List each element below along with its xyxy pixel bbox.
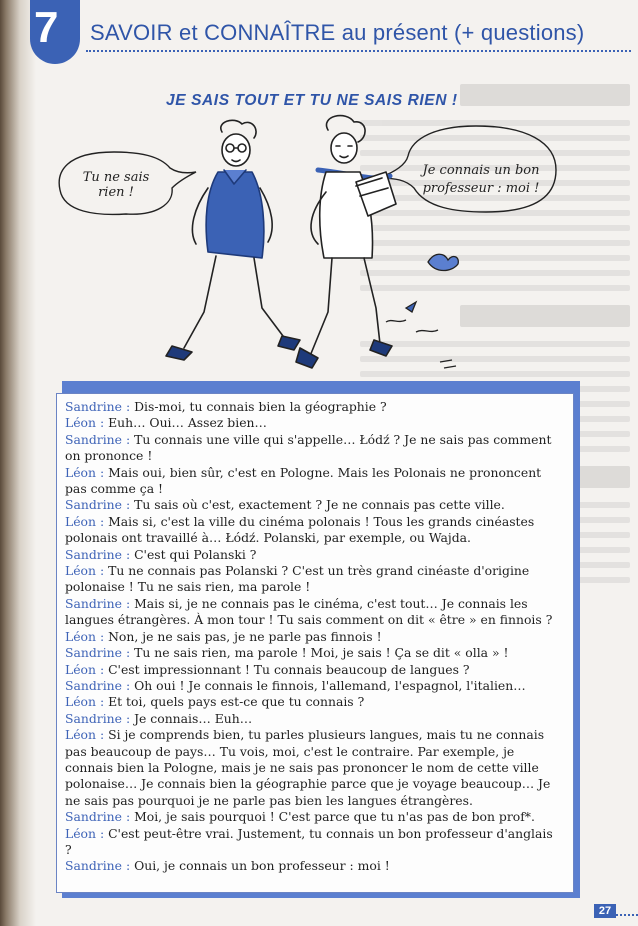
- right-bubble-line: professeur : moi !: [422, 181, 540, 196]
- dialogue-line: Sandrine : Tu connais une ville qui s'appelle… Łódź ? Je ne sais pas comment on prononce !: [65, 431, 552, 464]
- dialogue-line: Sandrine : Dis-moi, tu connais bien la géographie ?: [65, 399, 387, 414]
- dialogue-line: Sandrine : Tu sais où c'est, exactement ? Je ne connais pas cette ville.: [65, 497, 505, 513]
- dialogue-line: Sandrine : Moi, je sais pourquoi ! C'est parce que tu n'as pas de bon prof*.: [65, 809, 535, 825]
- dialogue-line: Léon : Tu ne connais pas Polanski ? C'est un très grand cinéaste d'origine polonaise ! Tu ne sais rien, ma parole !: [65, 563, 530, 595]
- leon-figure: [166, 120, 300, 360]
- dialogue-line: Léon : Mais oui, bien sûr, c'est en Pologne. Mais les Polonais ne prononcent pas comme ça !: [65, 464, 542, 497]
- page-title: SAVOIR et CONNAÎTRE au présent (+ questions): [90, 20, 585, 45]
- dialogue-line: Sandrine : Oh oui ! Je connais le finnois, l'allemand, l'espagnol, l'italien…: [65, 677, 526, 693]
- dialogue-line: Sandrine : Oui, je connais un bon professeur : moi !: [65, 858, 390, 874]
- page-binding: [0, 0, 36, 926]
- unit-number-badge: 7: [30, 0, 80, 64]
- subtitle: JE SAIS TOUT ET TU NE SAIS RIEN !: [166, 92, 458, 109]
- dialogue-line: Sandrine : Tu ne sais rien, ma parole ! Moi, je sais ! Ça se dit « olla » !: [65, 645, 509, 661]
- title-underline: [86, 50, 631, 52]
- dialogue-line: Léon : Si je comprends bien, tu parles plusieurs langues, mais tu ne connais pas beaucoup de pays… Tu vois, moi, c'est le contraire. Par exemple, je connais bien la Pologne, mais je ne sais pas prononcer le nom de cette ville polonaise… Je connais bien la géographie parce que je voyage beaucoup… Je ne sais pas pourquoi je ne parle pas bien les langues étrangères.: [65, 727, 551, 808]
- dialogue-line: Léon : C'est impressionnant ! Tu connais beaucoup de langues ?: [65, 661, 470, 677]
- dialogue-line: Sandrine : Je connais… Euh…: [65, 710, 253, 726]
- right-bubble-text: [416, 162, 546, 198]
- dialogue-line: Sandrine : C'est qui Polanski ?: [65, 546, 257, 562]
- illustration: [56, 112, 576, 382]
- bird-sketch: [386, 254, 458, 368]
- dialogue-line: Léon : Euh… Oui… Assez bien…: [65, 415, 267, 431]
- dialogue-line: Léon : Et toi, quels pays est-ce que tu connais ?: [65, 694, 365, 710]
- dialogue-line: Léon : C'est peut-être vrai. Justement, tu connais un bon professeur d'anglais ?: [65, 825, 553, 857]
- left-bubble-text: Tu ne sais rien !: [82, 170, 150, 200]
- dialogue-panel: [56, 393, 574, 893]
- right-bubble-line: Je connais un bon: [422, 163, 540, 178]
- dialogue-line: Sandrine : Mais si, je ne connais pas le cinéma, c'est tout… Je connais les langues étrangères. À mon tour ! Tu sais comment on dit « être » en finnois ?: [65, 595, 553, 628]
- dialogue-line: Léon : Mais si, c'est la ville du cinéma polonais ! Tous les grands cinéastes polonais ont travaillé à… Łódź. Polanski, par exemple, ou Wajda.: [65, 513, 535, 546]
- page-number-dots: [616, 914, 638, 916]
- page-number: 27: [594, 904, 616, 918]
- dialogue-line: Léon : Non, je ne sais pas, je ne parle pas finnois !: [65, 628, 382, 644]
- sandrine-figure: [296, 116, 396, 368]
